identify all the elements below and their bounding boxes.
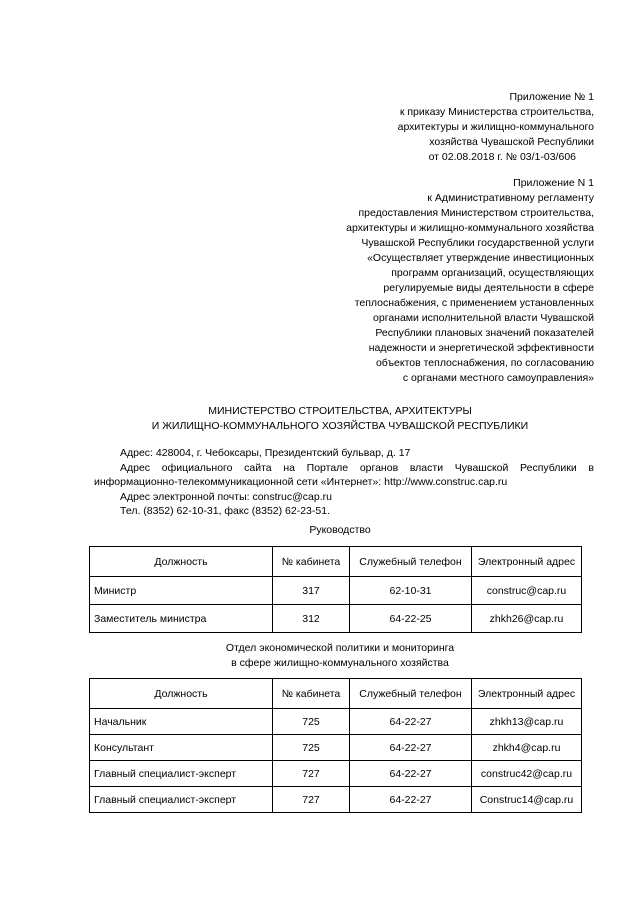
- address-line: Адрес: 428004, г. Чебоксары, Президентский бульвар, д. 17: [120, 447, 411, 459]
- column-header: № кабинета: [273, 547, 350, 577]
- position-cell: Консультант: [90, 735, 273, 761]
- appendix-2-line: Чувашской Республики государственной услуги: [361, 237, 594, 249]
- column-header: Электронный адрес: [472, 679, 582, 709]
- phone-cell: 64-22-27: [350, 735, 472, 761]
- ministry-title-line-2: И ЖИЛИЩНО-КОММУНАЛЬНОГО ХОЗЯЙСТВА ЧУВАШСКОЙ РЕСПУБЛИКИ: [151, 419, 529, 432]
- website-line: Адрес официального сайта на Портале органов власти Чувашской Республики в информационно-телекоммуникационной сети «Интернет»: http://www.construc.cap.ru: [94, 461, 594, 488]
- appendix-2-header: [346, 176, 594, 386]
- appendix-1-line: хозяйства Чувашской Республики: [429, 136, 594, 148]
- appendix-2-line: Республики плановых значений показателей: [375, 327, 594, 339]
- appendix-2-line: архитектуры и жилищно-коммунального хозяйства: [346, 222, 594, 234]
- ministry-title-line-1: МИНИСТЕРСТВО СТРОИТЕЛЬСТВА, АРХИТЕКТУРЫ: [208, 405, 472, 417]
- phone-cell: 64-22-27: [350, 761, 472, 787]
- office-cell: 312: [273, 605, 350, 633]
- appendix-2-line: Приложение N 1: [513, 177, 594, 189]
- appendix-2-line: регулируемые виды деятельности в сфере: [383, 282, 594, 294]
- table-row: [90, 605, 582, 633]
- appendix-1-line: архитектуры и жилищно-коммунального: [397, 121, 594, 133]
- column-header: Должность: [90, 679, 273, 709]
- phone-cell: 64-22-25: [350, 605, 472, 633]
- table-row: [90, 577, 582, 605]
- table-row: [90, 709, 582, 735]
- leadership-table: [89, 546, 582, 633]
- email-cell: construc@cap.ru: [472, 577, 582, 605]
- email-cell: zhkh26@cap.ru: [472, 605, 582, 633]
- email-cell: Construc14@cap.ru: [472, 787, 582, 813]
- table-header-row: [90, 679, 582, 709]
- appendix-1-line: к приказу Министерства строительства,: [399, 106, 594, 118]
- column-header: Электронный адрес: [472, 547, 582, 577]
- appendix-2-line: органами исполнительной власти Чувашской: [373, 312, 594, 324]
- appendix-1-header: [398, 90, 594, 165]
- email-cell: zhkh13@cap.ru: [472, 709, 582, 735]
- column-header: Должность: [90, 547, 273, 577]
- office-cell: 725: [273, 709, 350, 735]
- phone-cell: 64-22-27: [350, 709, 472, 735]
- section-2-title: [0, 641, 640, 670]
- appendix-2-line: «Осуществляет утверждение инвестиционных: [367, 252, 594, 264]
- appendix-2-line: надежности и энергетической эффективности: [368, 342, 594, 354]
- position-cell: Главный специалист-эксперт: [90, 761, 273, 787]
- appendix-2-line: теплоснабжения, с применением установленных: [354, 297, 594, 309]
- office-cell: 727: [273, 761, 350, 787]
- office-cell: 725: [273, 735, 350, 761]
- column-header: Служебный телефон: [350, 679, 472, 709]
- section-1-title: Руководство: [309, 524, 371, 536]
- phone-cell: 64-22-27: [350, 787, 472, 813]
- table-header-row: [90, 547, 582, 577]
- appendix-1-line: Приложение № 1: [509, 91, 594, 103]
- email-line: Адрес электронной почты: construc@cap.ru: [120, 490, 332, 503]
- appendix-2-line: с органами местного самоуправления»: [402, 372, 594, 384]
- section-2-title-line-2: в сфере жилищно-коммунального хозяйства: [231, 656, 449, 669]
- column-header: Служебный телефон: [350, 547, 472, 577]
- phone-cell: 62-10-31: [350, 577, 472, 605]
- table-row: [90, 761, 582, 787]
- department-table: [89, 678, 582, 813]
- position-cell: Главный специалист-эксперт: [90, 787, 273, 813]
- ministry-title: [0, 404, 640, 433]
- office-cell: 727: [273, 787, 350, 813]
- appendix-1-line: от 02.08.2018 г. № 03/1-03/606: [428, 151, 576, 163]
- appendix-2-line: предоставления Министерством строительства,: [358, 207, 594, 219]
- section-2-title-line-1: Отдел экономической политики и мониторинга: [225, 642, 455, 654]
- phone-line: Тел. (8352) 62-10-31, факс (8352) 62-23-51.: [120, 505, 330, 517]
- appendix-2-line: программ организаций, осуществляющих: [391, 267, 594, 279]
- appendix-2-line: к Административному регламенту: [427, 192, 594, 204]
- table-row: [90, 787, 582, 813]
- position-cell: Начальник: [90, 709, 273, 735]
- table-row: [90, 735, 582, 761]
- appendix-2-line: объектов теплоснабжения, по согласованию: [375, 357, 594, 369]
- email-cell: construc42@cap.ru: [472, 761, 582, 787]
- column-header: № кабинета: [273, 679, 350, 709]
- position-cell: Заместитель министра: [90, 605, 273, 633]
- office-cell: 317: [273, 577, 350, 605]
- email-cell: zhkh4@cap.ru: [472, 735, 582, 761]
- position-cell: Министр: [90, 577, 273, 605]
- contact-block: [94, 446, 594, 519]
